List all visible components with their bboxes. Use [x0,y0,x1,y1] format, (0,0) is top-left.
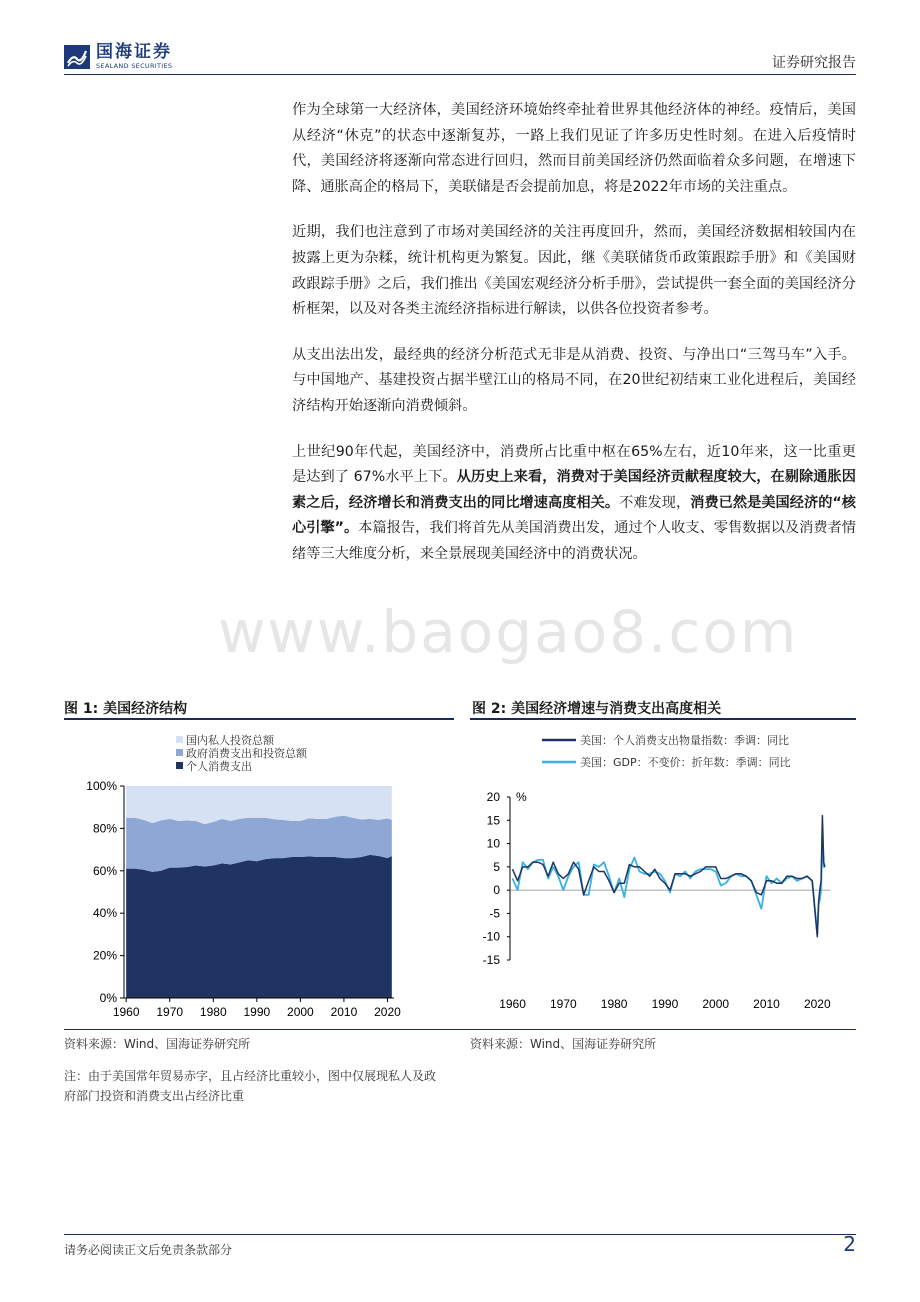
paragraph-text: 本篇报告，我们将首先从美国消费出发，通过个人收支、零售数据以及消费者情绪等三大维度分析，来全景展现美国经济中的消费状况。 [292,520,856,562]
paragraph-text: 近期，我们也注意到了市场对美国经济的关注再度回升，然而，美国经济数据相较国内在披露上更为杂糅，统计机构更为繁复。因此，继《美联储货币政策跟踪手册》和《美国财政跟踪手册》之后，我们推出《美国宏观经济分析手册》，尝试提供一套全面的美国经济分析框架，以及对各类主流经济指标进行解读，以供各位投资者参考。 [292,224,856,318]
x-tick-label: 2020 [374,1005,401,1019]
header-divider [64,74,856,75]
y-tick-label: 20 [486,790,500,804]
legend-swatch [176,749,183,756]
legend-label: 美国：个人消费支出物量指数：季调：同比 [580,734,789,747]
paragraph-text: 作为全球第一大经济体，美国经济环境始终牵扯着世界其他经济体的神经。疫情后，美国从经济“休克”的状态中逐渐复苏，一路上我们见证了许多历史性时刻。在进入后疫情时代，美国经济将逐渐向常态进行回归，然而目前美国经济仍然面临着众多问题，在增速下降、通胀高企的格局下，美联储是否会提前加息，将是2022年市场的关注重点。 [292,102,856,195]
y-axis-unit: % [516,790,527,804]
x-tick-label: 1970 [156,1005,184,1019]
x-tick-label: 2000 [702,997,730,1011]
y-tick-label: 15 [486,813,500,828]
y-tick-label: -10 [482,929,500,944]
figure1-note: 注：由于美国常年贸易赤字，且占经济比重较小，图中仅展现私人及政府部门投资和消费支出占经济比重 [64,1069,437,1103]
x-tick-label: 2020 [803,997,831,1011]
figure1-chart [64,726,456,1026]
legend-swatch [176,736,183,743]
y-tick-label: 0 [493,883,500,898]
y-tick-label: 10 [486,836,500,851]
x-tick-label: 1960 [112,1005,140,1019]
company-logo [64,44,172,70]
x-tick-label: 2000 [287,1005,314,1019]
legend-swatch [176,762,183,769]
figure2-source: 资料来源：Wind、国海证券研究所 [470,1037,657,1051]
watermark: www.baogao8.com [218,598,799,666]
x-tick-label: 2010 [753,997,780,1011]
y-tick-label: 5 [493,859,500,874]
y-tick-label: 20% [92,948,117,963]
body-paragraph [292,440,856,568]
area-series-0 [126,855,392,998]
x-tick-label: 1980 [199,1005,227,1019]
figure2-title: 图 2: 美国经济增速与消费支出高度相关 [472,701,722,717]
logo-english-name: SEALAND SECURITIES [96,62,173,70]
paragraph-text: 不难发现， [619,494,691,511]
body-paragraph [292,98,856,200]
footer-disclaimer: 请务必阅读正文后免责条款部分 [64,1243,233,1257]
y-tick-label: 60% [92,863,117,878]
emphasis-text: 从历史上来看，消费对于美国经济贡献程度较大，在剔除通胀因素之后，经济增长和消费支出的同比增速高度相关。 [292,469,856,511]
y-tick-label: -15 [482,953,500,967]
y-tick-label: 80% [92,821,117,836]
sealand-logo-icon [64,45,90,69]
paragraph-text: 上世纪90年代起，美国经济中，消费所占比重中枢在65%左右，近10年来，这一比重更是达到了 67%水平上下。 [292,443,856,486]
line-series-0 [513,816,825,937]
y-tick-label: 0% [99,991,117,1005]
x-tick-label: 1990 [651,997,679,1011]
page-number: 2 [843,1232,856,1256]
logo-chinese-name: 国海证券 [96,42,172,62]
legend-label: 政府消费支出和投资总额 [186,747,307,760]
report-body [292,98,856,588]
figure1-title: 图 1: 美国经济结构 [64,701,188,717]
legend-label: 美国：GDP：不变价：折年数：季调：同比 [580,756,791,769]
document-type-label: 证券研究报告 [772,55,856,71]
y-tick-label: 40% [92,906,117,921]
legend-label: 个人消费支出 [186,760,252,773]
legend-label: 国内私人投资总额 [186,734,274,747]
x-tick-label: 1980 [600,997,628,1011]
x-tick-label: 1970 [549,997,577,1011]
figure-bottom-divider [64,1029,856,1030]
body-paragraph [292,343,856,420]
figure2-chart [470,726,858,1026]
footer-divider [64,1234,856,1235]
paragraph-text: 从支出法出发，最经典的经济分析范式无非是从消费、投资、与净出口“三驾马车”入手。与中国地产、基建投资占据半壁江山的格局不同，在20世纪初结束工业化进程后，美国经济结构开始逐渐向消费倾斜。 [292,346,856,414]
y-tick-label: -5 [489,906,500,921]
emphasis-text: 消费已然是美国经济的“核心引擎”。 [292,494,856,537]
figure2-title-rule [470,718,856,720]
body-paragraph [292,220,856,322]
y-tick-label: 100% [86,779,117,793]
x-tick-label: 1960 [499,997,526,1011]
x-tick-label: 2010 [330,1005,358,1019]
x-tick-label: 1990 [243,1005,271,1019]
line-series-1 [513,834,825,934]
figure1-source: 资料来源：Wind、国海证券研究所 [64,1037,251,1051]
figure1-title-rule [64,718,454,720]
